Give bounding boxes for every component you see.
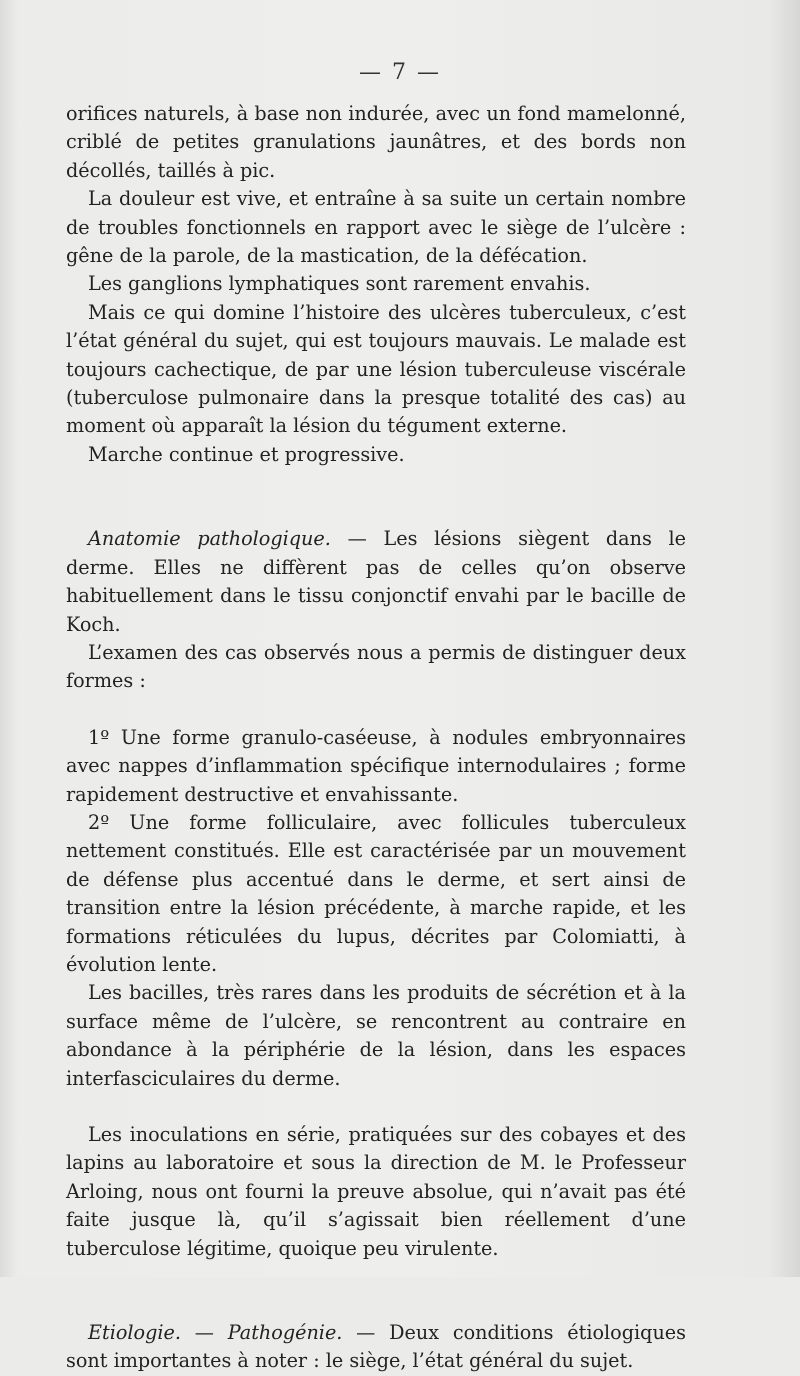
section-etiologie	[66, 1319, 686, 1376]
page-body	[66, 100, 686, 1376]
paragraph-douleur: La douleur est vive, et entraîne à sa suite un certain nombre de troubles fonctionnels en rapport avec le siège de l’ulcère : gêne de la parole, de la mastication, de la défécation.	[66, 187, 686, 268]
paragraph-inoculations: Les inoculations en série, pratiquées sur des cobayes et des lapins au laboratoire et sous la direction de M. le Professeur Arloing, nous ont fourni la preuve absolue, qui n’avait pas été faite jusque là, qu’il s’agissait bien réellement d’une tuberculose légitime, quoique peu virulente.	[66, 1123, 686, 1260]
list-item-forme-2: 2º Une forme folliculaire, avec follicules tuberculeux nettement constitués. Elle est caractérisée par un mouvement de défense plus accentué dans le derme, et sert ainsi de transition entre la lésion précédente, à marche rapide, et les formations réticulées du lupus, décrites par Colomiatti, à évolution lente.	[66, 810, 686, 976]
section-anatomie	[66, 525, 686, 639]
list-item-forme-1: 1º Une forme granulo-caséeuse, à nodules embryonnaires avec nappes d’inflammation spécifique internodulaires ; forme rapidement destructive et envahissante.	[66, 725, 686, 806]
paragraph-continuation: orifices naturels, à base non indurée, avec un fond mamelonné, criblé de petites granulations jaunâtres, et des bords non décollés, taillés à pic.	[66, 102, 686, 182]
paragraph-marche: Marche continue et progressive.	[88, 442, 405, 466]
section-heading-anatomie: Anatomie pathologique.	[88, 527, 331, 551]
paragraph-ganglions: Les ganglions lymphatiques sont rarement envahis.	[88, 272, 591, 296]
paragraph-etat-general: Mais ce qui domine l’histoire des ulcères tuberculeux, c’est l’état général du sujet, qui est toujours mauvais. Le malade est toujours cachectique, de par une lésion tuberculeuse viscérale (tuberculose pulmonaire dans la presque totalité des cas) au moment où apparaît la lésion du tégument externe.	[66, 300, 686, 438]
section-text-anatomie: — Les lésions siègent dans le derme. Elles ne diffèrent pas de celles qu’on observe habituellement dans le tissu conjonctif envahi par le bacille de Koch.	[66, 527, 687, 636]
paragraph-examen: L’examen des cas observés nous a permis de distinguer deux formes :	[66, 640, 686, 693]
page-number: — 7 —	[359, 60, 441, 85]
paragraph-bacilles: Les bacilles, très rares dans les produits de sécrétion et à la surface même de l’ulcère, se rencontrent au contraire en abondance à la périphérie de la lésion, dans les espaces interfasciculaires du derme.	[66, 981, 686, 1090]
section-text-etiologie: — Deux conditions étiologiques sont importantes à noter : le siège, l’état général du sujet.	[66, 1321, 686, 1373]
section-heading-etiologie: Etiologie. — Pathogénie.	[88, 1321, 343, 1345]
